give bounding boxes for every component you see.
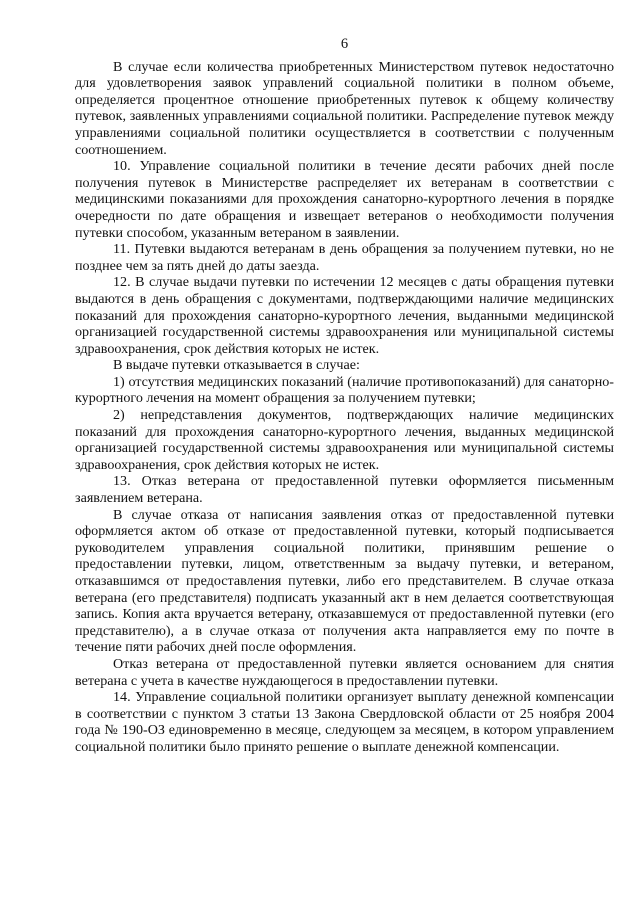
paragraph-12: 12. В случае выдачи путевки по истечении 12 месяцев с даты обращения путевки выдаются в день обращения с документами, подтверждающими наличие медицинских показаний для прохождения санаторно-курортного лечения, выданными медицинской организацией государственной системы здравоохранения или муниципальной системы здравоохранения, срок действия которых не истек. (75, 274, 614, 357)
paragraph-refusal-item-2: 2) непредставления документов, подтверждающих наличие медицинских показаний для прохождения санаторно-курортного лечения, выданных медицинской организацией государственной системы здравоохранения или муниципальной системы здравоохранения, срок действия которых не истек. (75, 407, 614, 473)
paragraph-refusal-intro: В выдаче путевки отказывается в случае: (113, 357, 360, 374)
paragraph-14: 14. Управление социальной политики организует выплату денежной компенсации в соответствии с пунктом 3 статьи 13 Закона Свердловской области от 25 ноября 2004 года № 190-ОЗ единовременно в месяце, следующем за месяцем, в котором управлением социальной политики было принято решение о выплате денежной компенсации. (75, 689, 614, 755)
paragraph-refusal-act: В случае отказа от написания заявления отказ от предоставленной путевки оформляется актом об отказе от предоставленной путевки, который подписывается руководителем управления социальной политики, принявшим решение о предоставлении путевки, лицом, ответственным за выдачу путевки, и ветераном, отказавшимся от предоставления путевки, либо его представителем. В случае отказа ветерана (его представителя) подписать указанный акт в нем делается соответствующая запись. Копия акта вручается ветерану, отказавшемуся от предоставленной путевки (его представителю), а в случае отказа от получения акта направляется ему по почте в течение пяти рабочих дней после оформления. (75, 506, 614, 656)
paragraph-13: 13. Отказ ветерана от предоставленной путевки оформляется письменным заявлением ветерана. (75, 473, 614, 507)
document-page (75, 36, 614, 756)
paragraph-11: 11. Путевки выдаются ветеранам в день обращения за получением путевки, но не позднее чем за пять дней до даты заезда. (75, 241, 614, 274)
paragraph-10: 10. Управление социальной политики в течение десяти рабочих дней после получения путевок в Министерстве распределяет их ветеранам в соответствии с медицинскими показаниями для прохождения санаторно-курортного лечения в порядке очередности по дате обращения и извещает ветеранов о необходимости получения путевки способом, указанным ветераном в заявлении. (75, 158, 614, 241)
paragraph-distribution: В случае если количества приобретенных Министерством путевок недостаточно для удовлетворения заявок управлений социальной политики в полном объеме, определяется процентное отношение приобретенных путевок к общему количеству путевок, заявленных управлениями социальной политики. Распределение путевок между управлениями социальной политики осуществляется в соответствии с полученным соотношением. (75, 58, 614, 158)
paragraph-deregistration: Отказ ветерана от предоставленной путевки является основанием для снятия ветерана с учета в качестве нуждающегося в предоставлении путевки. (75, 655, 614, 689)
paragraph-refusal-item-1: 1) отсутствия медицинских показаний (наличие противопоказаний) для санаторно-курортного лечения на момент обращения за получением путевки; (75, 373, 614, 407)
page-number: 6 (340, 36, 349, 52)
